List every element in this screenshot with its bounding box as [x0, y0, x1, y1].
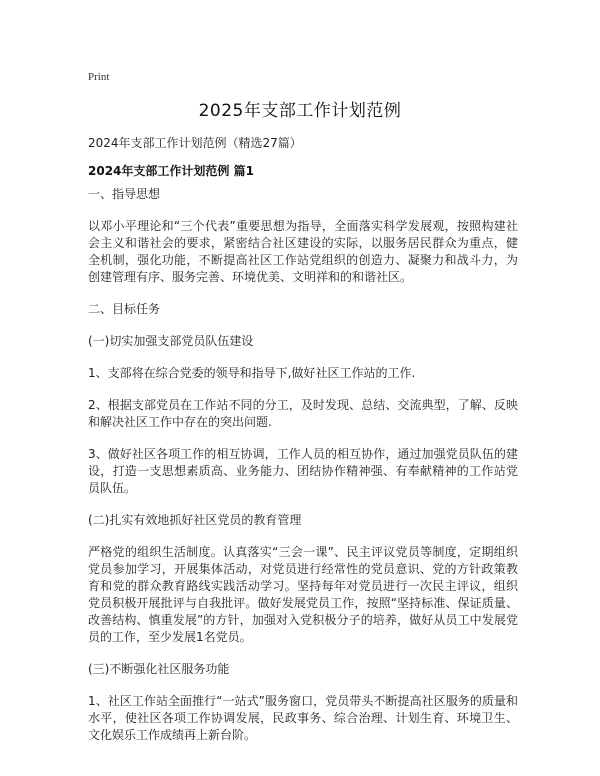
list-item: 3、做好社区各项工作的相互协调，工作人员的相互协作，通过加强党员队伍的建设，打造一支思想素质高、业务能力、团结协作精神强、有奉献精神的工作站党员队伍。 [88, 447, 518, 495]
paragraph-guiding-ideology: 以邓小平理论和“三个代表”重要思想为指导，全面落实科学发展观，按照构建社会主义和谐社会的要求，紧密结合社区建设的实际，以服务居民群众为重点，健全机制，强化功能，不断提高社区工作站党组织的创造力、凝聚力和战斗力，为创建管理有序、服务完善、环境优美、文明祥和的和谐社区。 [88, 219, 518, 284]
subsection-heading-team-building: (一)切实加强支部党员队伍建设 [88, 334, 254, 348]
article-title: 2024年支部工作计划范例 篇1 [88, 164, 254, 178]
print-label: Print [88, 71, 110, 83]
list-item: 2、根据支部党员在工作站不同的分工，及时发现、总结、交流典型，了解、反映和解决社区工作中存在的突出问题. [88, 398, 518, 429]
page-title: 2025年支部工作计划范例 [198, 101, 402, 121]
paragraph-education: 严格党的组织生活制度。认真落实“三会一课”、民主评议党员等制度，定期组织党员参加学习，开展集体活动，对党员进行经常性的党员意识、党的方针政策教育和党的群众教育路线实践活动学习。坚持每年对党员进行一次民主评议，组织党员积极开展批评与自我批评。做好发展党员工作，按照“坚持标准、保证质量、改善结构、慎重发展”的方针，加强对入党积极分子的培养，做好从员工中发展党员的工作，至少发展1名党员。 [88, 545, 518, 644]
subsection-heading-education: (二)扎实有效地抓好社区党员的教育管理 [88, 513, 302, 527]
list-item: 1、支部将在综合党委的领导和指导下,做好社区工作站的工作. [88, 366, 416, 380]
paragraph-service: 1、社区工作站全面推行“一站式”服务窗口，党员带头不断提高社区服务的质量和水平，使社区各项工作协调发展，民政事务、综合治理、计划生育、环境卫生、文化娱乐工作成绩再上新台阶。 [88, 694, 518, 742]
document-body [88, 186, 518, 759]
section-heading-goals: 二、目标任务 [88, 302, 161, 316]
section-heading-guiding-ideology: 一、指导思想 [88, 187, 161, 201]
document-subtitle: 2024年支部工作计划范例（精选27篇） [88, 136, 302, 150]
subsection-heading-service: (三)不断强化社区服务功能 [88, 662, 230, 676]
